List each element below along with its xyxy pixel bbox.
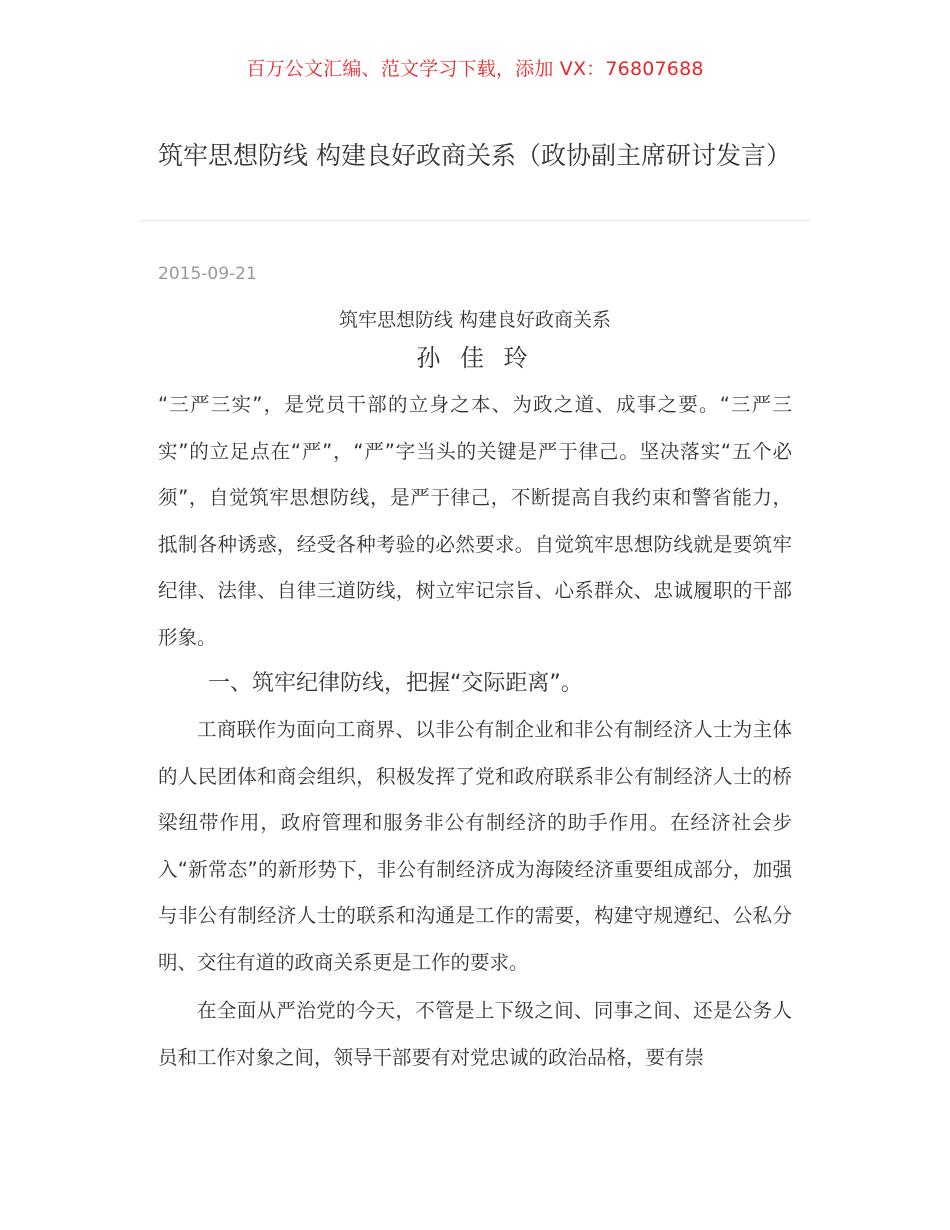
author-name: 孙 佳 玲 [416, 344, 534, 372]
publish-date: 2015-09-21 [158, 264, 257, 284]
article-body [158, 304, 792, 1081]
article-subtitle: 筑牢思想防线 构建良好政商关系 [338, 309, 612, 331]
intro-paragraph: “三严三实”，是党员干部的立身之本、为政之道、成事之要。“三严三实”的立足点在“严”，“严”字当头的关键是严于律己。坚决落实“五个必须”，自觉筑牢思想防线，是严于律己，不断提高自我约束和警省能力，抵制各种诱惑，经受各种考验的必然要求。自觉筑牢思想防线就是要筑牢纪律、法律、自律三道防线，树立牢记宗旨、心系群众、忠诚履职的干部形象。 [158, 393, 792, 649]
body-paragraph-1: 工商联作为面向工商界、以非公有制企业和非公有制经济人士为主体的人民团体和商会组织，积极发挥了党和政府联系非公有制经济人士的桥梁纽带作用，政府管理和服务非公有制经济的助手作用。在经济社会步入“新常态”的新形势下，非公有制经济成为海陵经济重要组成部分，加强与非公有制经济人士的联系和沟通是工作的需要，构建守规遵纪、公私分明、交往有道的政商关系更是工作的要求。 [158, 718, 792, 974]
title-divider [140, 220, 810, 221]
section-heading-1: 一、筑牢纪律防线，把握“交际距离”。 [208, 671, 583, 696]
body-paragraph-2: 在全面从严治党的今天，不管是上下级之间、同事之间、还是公务人员和工作对象之间，领导干部要有对党忠诚的政治品格，要有崇 [158, 999, 792, 1069]
promo-banner: 百万公文汇编、范文学习下载，添加 VX：76807688 [246, 58, 704, 80]
article-title: 筑牢思想防线 构建良好政商关系（政协副主席研讨发言） [158, 141, 791, 170]
